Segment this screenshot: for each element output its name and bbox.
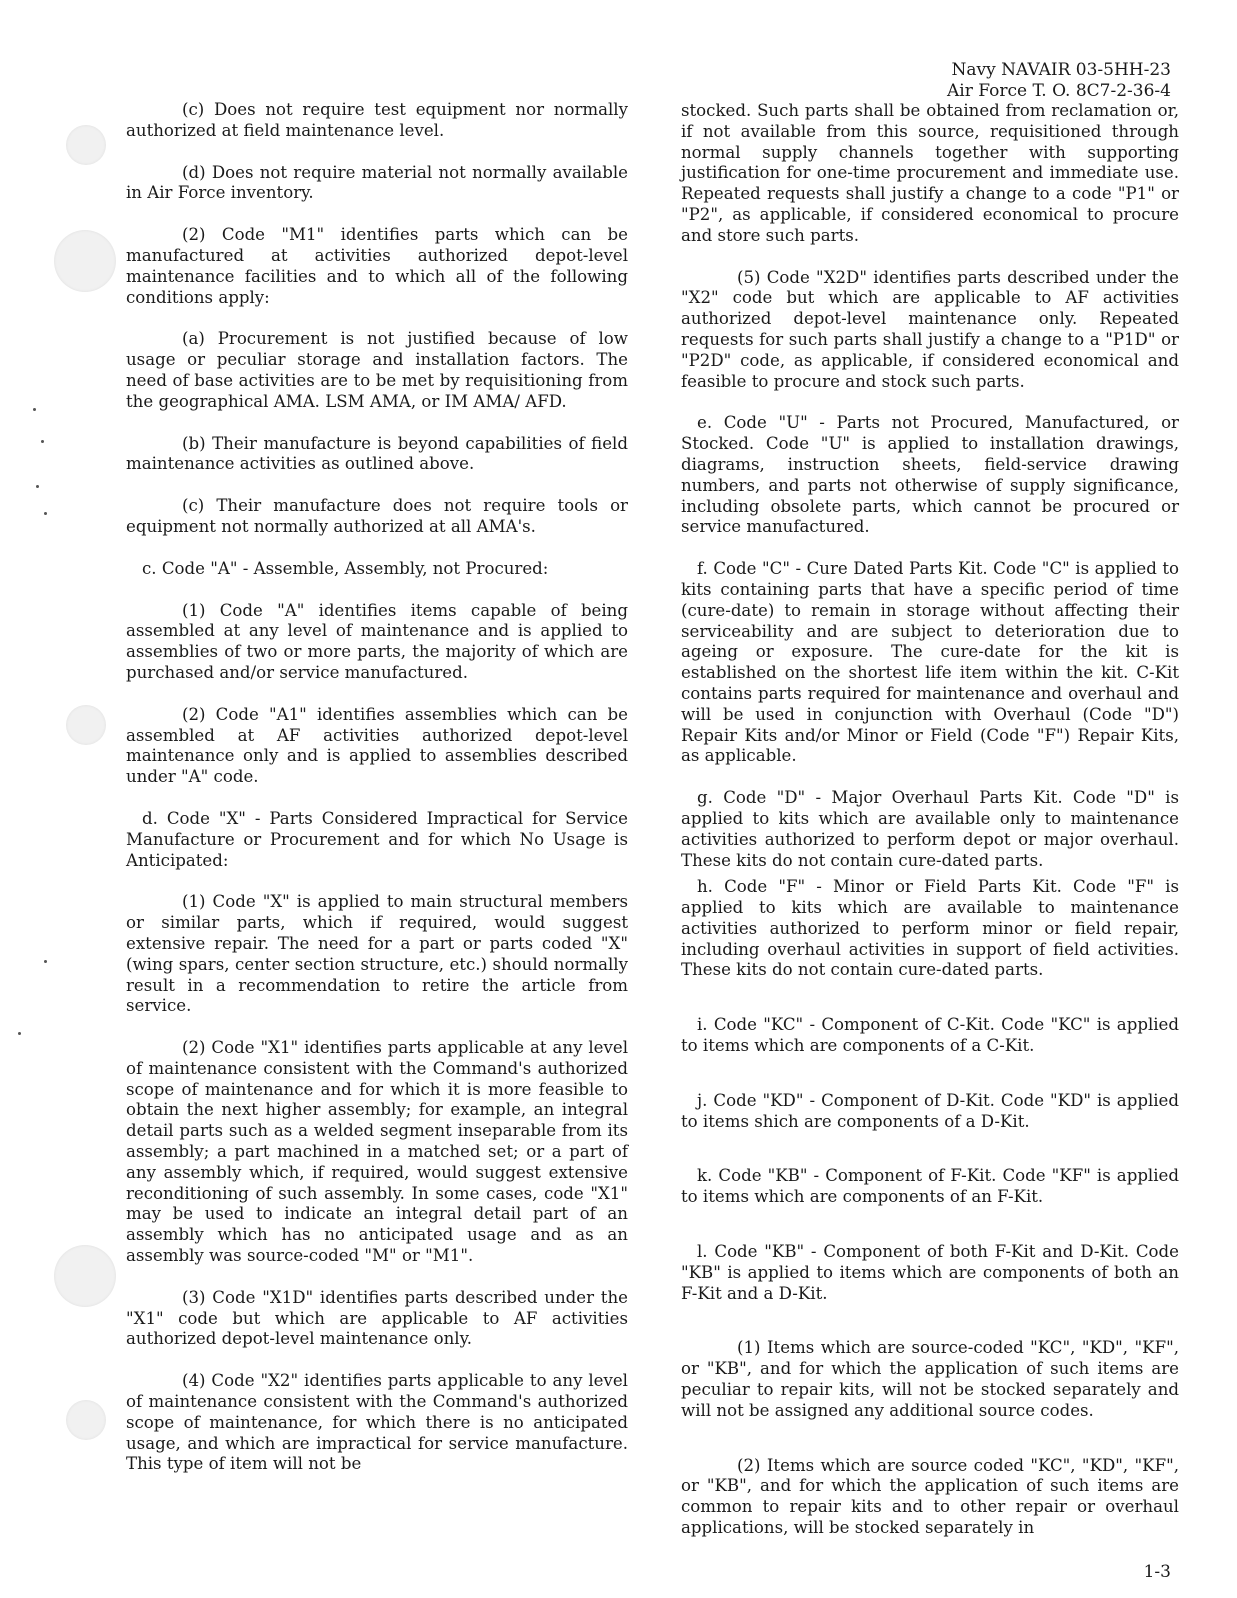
- paragraph: (b) Their manufacture is beyond capabilities of field maintenance activities as outlined above.: [126, 433, 628, 474]
- document-header: [947, 60, 1171, 102]
- paragraph: h. Code "F" - Minor or Field Parts Kit. Code "F" is applied to kits which are available to maintenance activities authorized to perform minor or field repair, including overhaul activities in support of field activities. These kits do not contain cure-dated parts.: [681, 877, 1179, 980]
- scan-speck: [44, 512, 47, 515]
- page-number: 1-3: [1143, 1562, 1171, 1582]
- scan-speck: [41, 440, 44, 443]
- scan-speck: [18, 1032, 21, 1035]
- scan-speck: [33, 408, 36, 411]
- paragraph: (d) Does not require material not normally available in Air Force inventory.: [126, 162, 628, 203]
- paragraph: (c) Does not require test equipment nor normally authorized at field maintenance level.: [126, 100, 628, 140]
- paragraph: (1) Code "X" is applied to main structural members or similar parts, which if required, would suggest extensive repair. The need for a part or parts coded "X" (wing spars, center section structure, etc.) should normally result in a recommendation to retire the article from service.: [126, 892, 628, 1016]
- paragraph: i. Code "KC" - Component of C-Kit. Code "KC" is applied to items which are components of a C-Kit.: [681, 1015, 1179, 1056]
- section-heading: c. Code "A" - Assemble, Assembly, not Procured:: [142, 558, 549, 578]
- paragraph: (2) Code "M1" identifies parts which can be manufactured at activities authorized depot-level maintenance facilities and to which all of the following conditions apply:: [126, 225, 628, 307]
- paragraph: k. Code "KB" - Component of F-Kit. Code "KF" is applied to items which are components of an F-Kit.: [681, 1166, 1179, 1207]
- paragraph: (2) Code "X1" identifies parts applicable at any level of maintenance consistent with the Command's authorized scope of maintenance and for which it is more feasible to obtain the next higher assembly; for example, an integral detail parts such as a welded segment inseparable from its assembly; a part machined in a matched set; or a part of any assembly which, if required, would suggest extensive reconditioning of such assembly. In some cases, code "X1" may be used to indicate an integral detail part of an assembly which has no anticipated usage and as an assembly was source-coded "M" or "M1".: [126, 1038, 628, 1266]
- binder-hole-upper: [54, 230, 116, 292]
- header-airforce-number: Air Force T. O. 8C7-2-36-4: [947, 81, 1171, 101]
- paragraph: (1) Items which are source-coded "KC", "KD", "KF", or "KB", and for which the application of such items are peculiar to repair kits, will not be stocked separately and will not be assigned any additional source codes.: [681, 1338, 1179, 1420]
- paragraph: (2) Items which are source coded "KC", "KD", "KF", or "KB", and for which the application of such items are common to repair kits and to other repair or overhaul applications, will be stocked separately in: [681, 1455, 1179, 1538]
- left-column: [126, 100, 628, 1496]
- header-navy-number: Navy NAVAIR 03-5HH-23: [951, 60, 1171, 80]
- right-column: [681, 101, 1179, 1560]
- paragraph: (c) Their manufacture does not require tools or equipment not normally authorized at all AMA's.: [126, 496, 628, 536]
- scan-speck: [36, 485, 39, 488]
- paragraph: (4) Code "X2" identifies parts applicable to any level of maintenance consistent with the Command's authorized scope of maintenance, for which there is no anticipated usage, and which are impractical for service manufacture. This type of item will not be: [126, 1371, 628, 1474]
- paragraph: f. Code "C" - Cure Dated Parts Kit. Code "C" is applied to kits containing parts that have a specific period of time (cure-date) to remain in storage without affecting their serviceability and are subject to deterioration due to ageing or exposure. The cure-date for the kit is established on the shortest life item within the kit. C-Kit contains parts required for maintenance and overhaul and will be used in conjunction with Overhaul (Code "D") Repair Kits and/or Minor or Field (Code "F") Repair Kits, as applicable.: [681, 559, 1179, 766]
- paragraph: l. Code "KB" - Component of both F-Kit and D-Kit. Code "KB" is applied to items which are components of both an F-Kit and a D-Kit.: [681, 1242, 1179, 1303]
- paragraph: e. Code "U" - Parts not Procured, Manufactured, or Stocked. Code "U" is applied to installation drawings, diagrams, instruction sheets, field-service drawing numbers, and parts not otherwise of supply significance, including obsolete parts, which cannot be procured or service manufactured.: [681, 413, 1179, 537]
- paragraph: (5) Code "X2D" identifies parts described under the "X2" code but which are applicable to AF activities authorized depot-level maintenance only. Repeated requests for such parts shall justify a change to a "P1D" or "P2D" code, as applicable, if considered economical and feasible to procure and stock such parts.: [681, 267, 1179, 391]
- binder-hole-bottom: [66, 1400, 106, 1440]
- paragraph: j. Code "KD" - Component of D-Kit. Code "KD" is applied to items shich are components of a D-Kit.: [681, 1090, 1179, 1131]
- paragraph: (2) Code "A1" identifies assemblies which can be assembled at AF activities authorized depot-level maintenance only and is applied to assemblies described under "A" code.: [126, 704, 628, 787]
- section-heading: d. Code "X" - Parts Considered Impractical for Service Manufacture or Procurement and for which No Usage is Anticipated:: [126, 808, 628, 870]
- paragraph: (a) Procurement is not justified because of low usage or peculiar storage and installation factors. The need of base activities are to be met by requisitioning from the geographical AMA. LSM AMA, or IM AMA/ AFD.: [126, 329, 628, 411]
- binder-hole-middle: [66, 705, 106, 745]
- paragraph: (3) Code "X1D" identifies parts described under the "X1" code but which are applicable to AF activities authorized depot-level maintenance only.: [126, 1287, 628, 1349]
- paragraph: g. Code "D" - Major Overhaul Parts Kit. Code "D" is applied to kits which are available only to maintenance activities authorized to perform depot or major overhaul. These kits do not contain cure-dated parts.: [681, 788, 1179, 870]
- scan-speck: [44, 960, 47, 963]
- binder-hole-top: [66, 125, 106, 165]
- paragraph: (1) Code "A" identifies items capable of being assembled at any level of maintenance and is applied to assemblies of two or more parts, the majority of which are purchased and/or service manufactured.: [126, 600, 628, 682]
- binder-hole-lower: [54, 1245, 116, 1307]
- paragraph: stocked. Such parts shall be obtained from reclamation or, if not available from this source, requisitioned through normal supply channels together with supporting justification for one-time procurement and immediate use. Repeated requests shall justify a change to a code "P1" or "P2", as applicable, if considered economical to procure and store such parts.: [681, 101, 1179, 245]
